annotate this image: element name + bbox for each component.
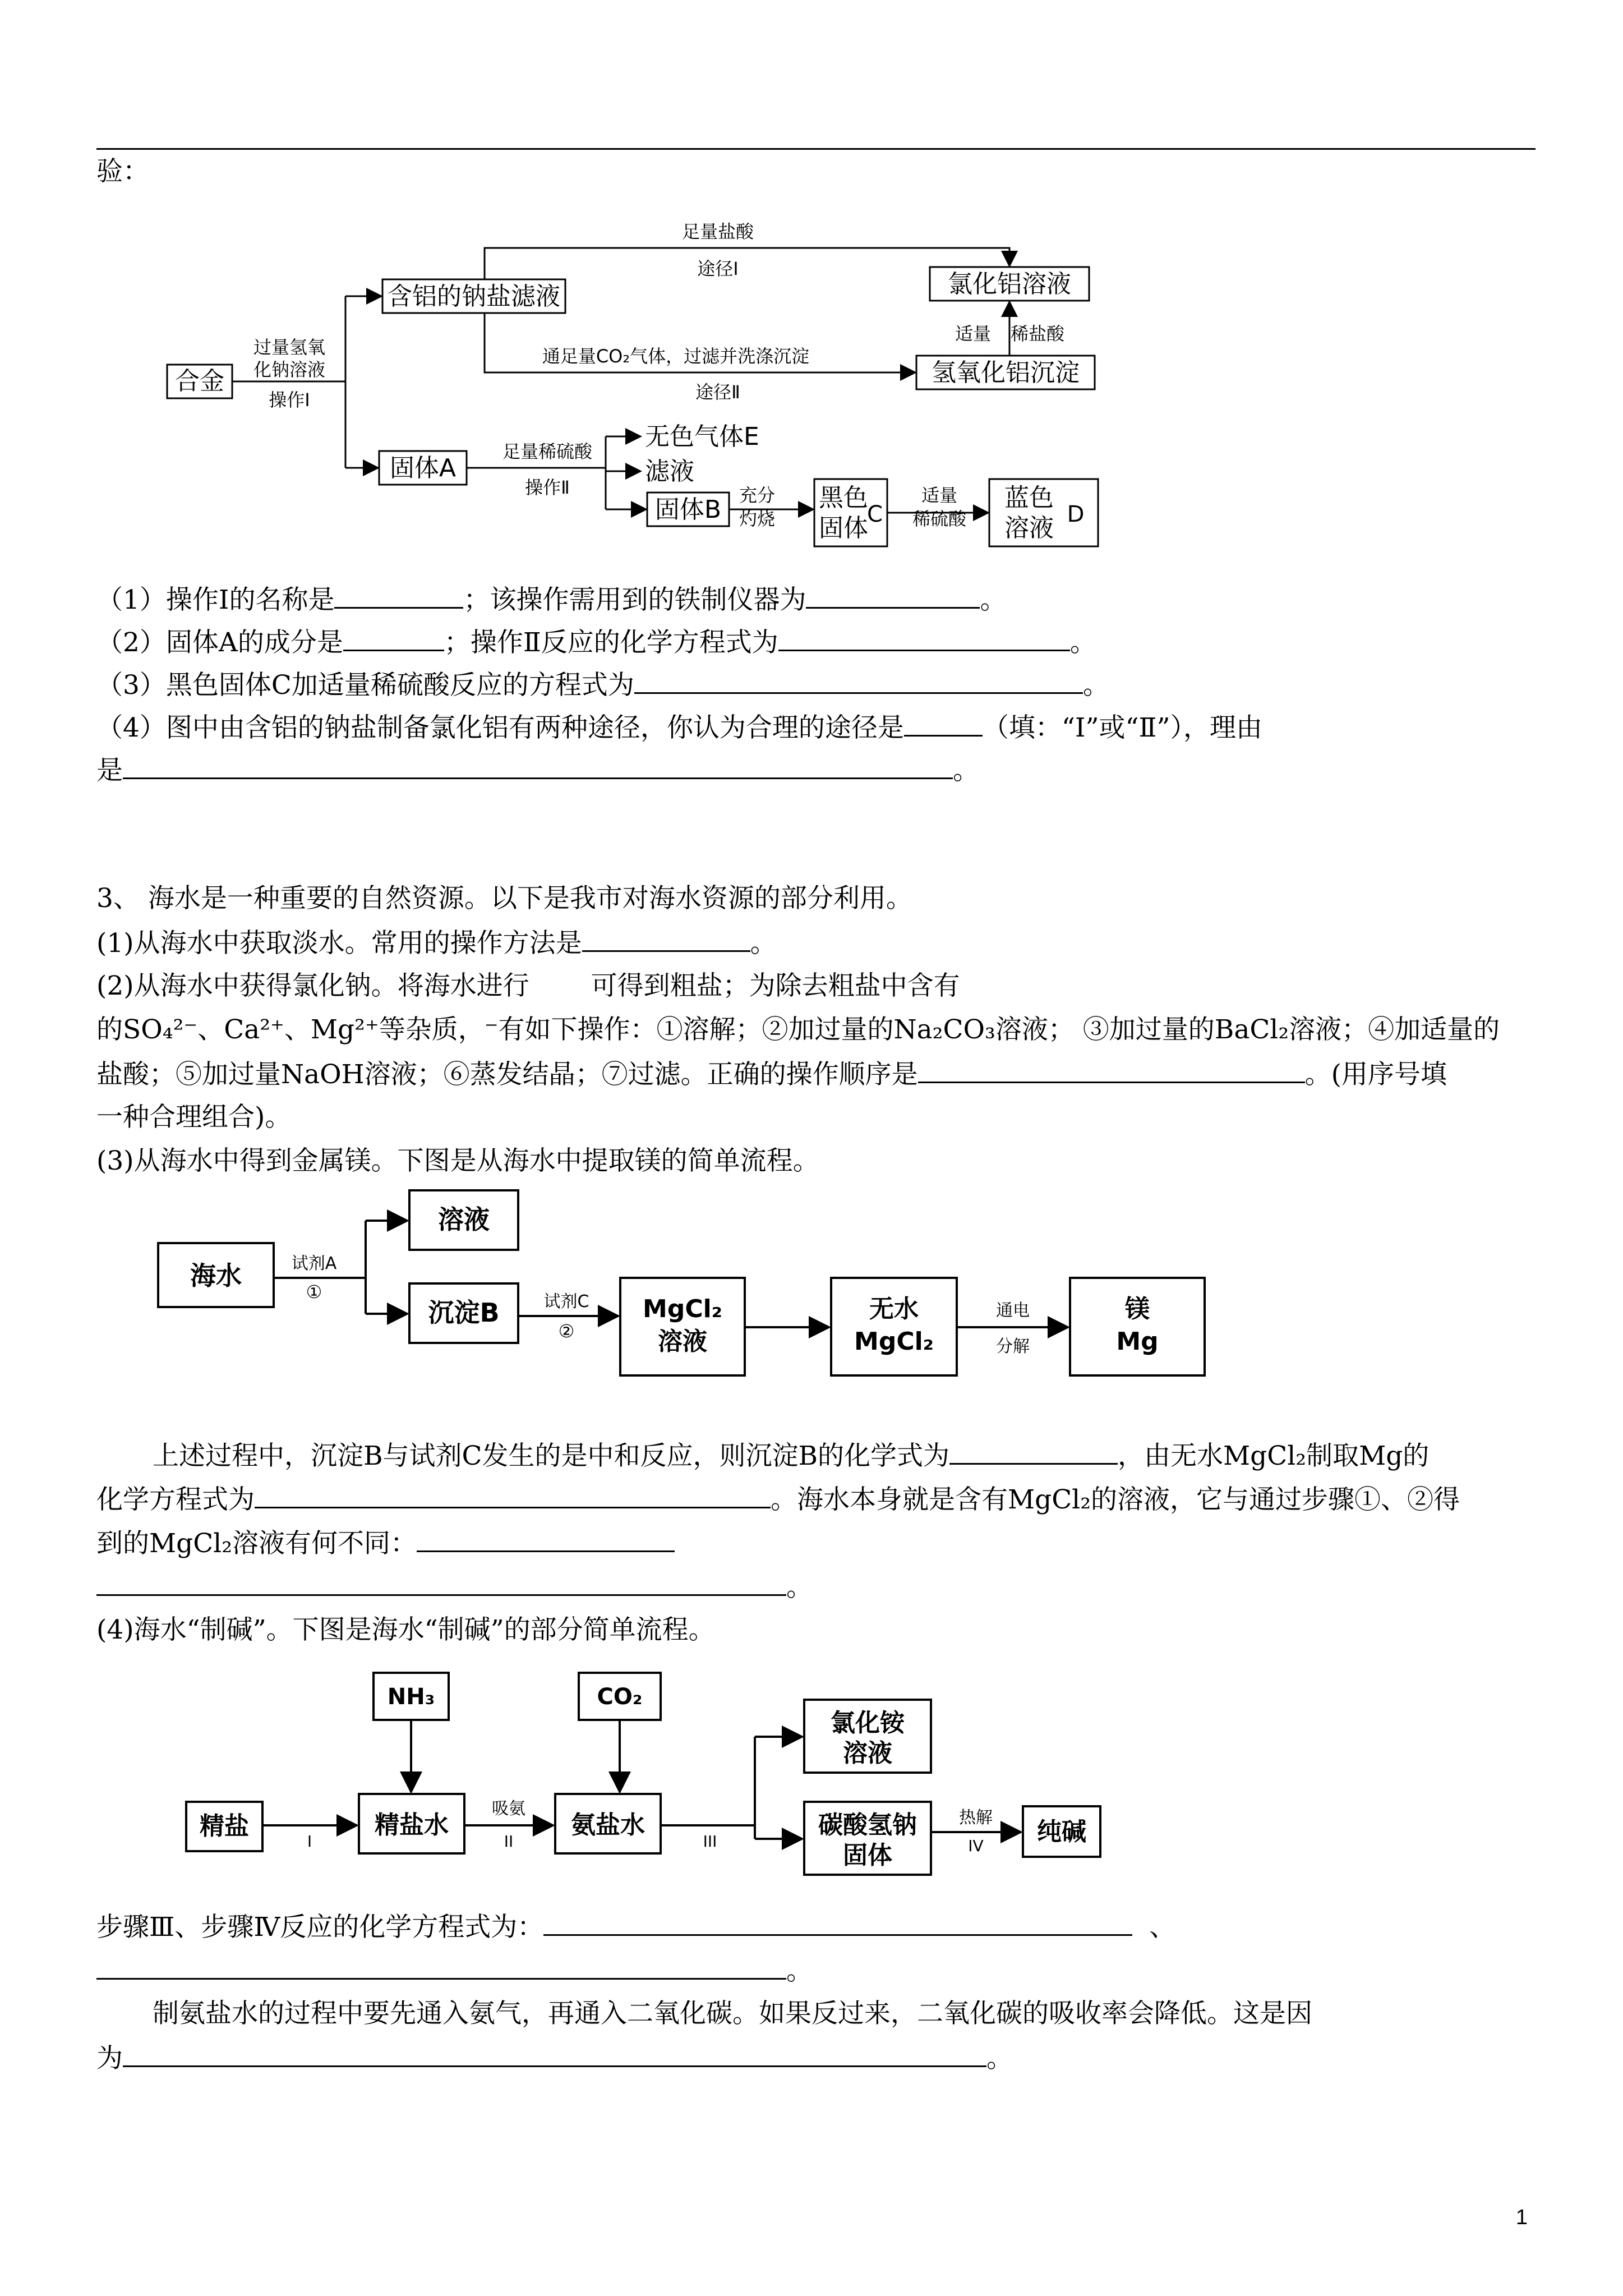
nh4cl-1: 氯化铵	[831, 1709, 905, 1737]
reagentA-label: 试剂A	[291, 1254, 337, 1273]
q3-p4-text4: 为 。	[96, 2041, 1013, 2076]
ammonia-brine-box: 氨盐水	[571, 1811, 645, 1839]
blueD-letter: D	[1067, 501, 1085, 527]
mgcl2-sol-1: MgCl₂	[643, 1295, 722, 1323]
reagentC-label: 试剂C	[543, 1292, 589, 1312]
route2-label: 途径Ⅱ	[695, 381, 740, 403]
q3-p3-text4: 。	[96, 1570, 813, 1604]
nahco3-1: 碳酸氢钠	[818, 1811, 917, 1839]
answer-blank[interactable]	[778, 625, 1070, 651]
mg-1: 镁	[1125, 1295, 1150, 1323]
answer-blank[interactable]	[123, 2041, 986, 2067]
reagent1-line2: 化钠溶液	[253, 359, 326, 380]
step-III-label: III	[703, 1832, 717, 1851]
alloy-flow-diagram	[163, 213, 1127, 561]
step-II-label: II	[504, 1832, 514, 1851]
salt-box: 精盐	[200, 1812, 249, 1841]
burn-1: 充分	[739, 485, 776, 506]
answer-blank[interactable]	[582, 926, 750, 952]
answer-blank[interactable]	[255, 1482, 771, 1508]
q3-p4-intro: (4)海水“制碱”。下图是海水“制碱”的部分简单流程。	[96, 1614, 715, 1645]
alloy-box: 合金	[175, 367, 224, 395]
step2-label: ②	[558, 1320, 575, 1342]
page-number: 1	[1515, 2206, 1528, 2229]
nh3-box: NH₃	[387, 1684, 435, 1710]
solidB-box: 固体B	[654, 495, 722, 524]
soda-flow-diagram	[179, 1666, 1144, 1890]
answer-blank[interactable]	[634, 668, 1083, 694]
answer-blank[interactable]	[96, 1953, 786, 1980]
q3-p1: (1)从海水中获取淡水。常用的操作方法是 。	[96, 926, 777, 960]
answer-blank[interactable]	[417, 1526, 675, 1552]
answer-blank[interactable]	[543, 1910, 1132, 1936]
q2-4-line: （4）图中由含铝的钠盐制备氯化铝有两种途径，你认为合理的途径是 （填：“Ⅰ”或“Ⅱ”），理由	[96, 710, 1536, 745]
solidA-box: 固体A	[389, 454, 457, 482]
filtrate2-label: 滤液	[645, 457, 694, 486]
q3-p2-line4: 一种合理组合)。	[96, 1102, 292, 1133]
heat-decompose-label: 热解	[959, 1808, 993, 1828]
brine-box: 精盐水	[375, 1811, 449, 1839]
co2-box: CO₂	[597, 1684, 643, 1710]
mg-2: Mg	[1116, 1327, 1159, 1356]
blackC-2: 固体	[819, 514, 868, 542]
route2-reagent: 通足量CO₂气体，过滤并洗涤沉淀	[542, 346, 810, 367]
step-IV-label: IV	[968, 1837, 984, 1855]
decompose-label: 分解	[996, 1337, 1030, 1356]
answer-blank[interactable]	[904, 710, 983, 737]
magnesium-flow-diagram	[151, 1184, 1217, 1397]
q3-title: 3、 海水是一种重要的自然资源。以下是我市对海水资源的部分利用。	[96, 883, 912, 914]
reagent2-label: 足量稀硫酸	[502, 441, 593, 462]
q2-2-line: （2）固体A的成分是 ；操作Ⅱ反应的化学方程式为 。	[96, 625, 1096, 660]
q3-p4-text1: 步骤Ⅲ、步骤Ⅳ反应的化学方程式为： 、	[96, 1910, 1175, 1944]
op2-label: 操作Ⅱ	[525, 477, 570, 498]
anhydrous-1: 无水	[869, 1295, 919, 1323]
alcl3-box: 氯化铝溶液	[948, 270, 1071, 298]
soda-box: 纯碱	[1037, 1818, 1086, 1846]
blackC-letter: C	[867, 501, 883, 527]
answer-blank[interactable]	[96, 1570, 786, 1596]
q2-1-line: （1）操作Ⅰ的名称是 ；该操作需用到的铁制仪器为 。	[96, 582, 1006, 617]
answer-blank[interactable]	[343, 625, 444, 651]
aloh3-box: 氢氧化铝沉淀	[932, 358, 1080, 387]
filtrate-box: 含铝的钠盐滤液	[388, 282, 560, 311]
absorb-ammonia-label: 吸氨	[492, 1799, 525, 1819]
mgcl2-sol-2: 溶液	[658, 1327, 707, 1356]
nh4cl-2: 溶液	[843, 1739, 892, 1768]
solution-box: 溶液	[438, 1204, 490, 1235]
step1-label: ①	[306, 1281, 322, 1303]
reagent1-line1: 过量氢氧	[253, 337, 326, 358]
blackC-1: 黑色	[819, 484, 868, 512]
q3-p3-text1: 上述过程中，沉淀B与试剂C发生的是中和反应，则沉淀B的化学式为 ，由无水MgCl₂制取Mg的	[153, 1438, 1429, 1473]
anhydrous-2: MgCl₂	[854, 1327, 934, 1356]
q3-p2-line1: (2)从海水中获得氯化钠。将海水进行 可得到粗盐；为除去粗盐中含有	[96, 970, 960, 1001]
route1-reagent: 足量盐酸	[681, 221, 754, 242]
header-rule	[96, 148, 1536, 150]
route1-label: 途径Ⅰ	[697, 258, 739, 279]
q3-p4-text3: 制氨盐水的过程中要先通入氨气，再通入二氧化碳。如果反过来，二氧化碳的吸收率会降低。这是因	[153, 1998, 1312, 2029]
q3-p2-line3: 盐酸；⑤加过量NaOH溶液；⑥蒸发结晶；⑦过滤。正确的操作顺序是 。(用序号填	[96, 1057, 1447, 1092]
header-continuation: 验：	[96, 156, 149, 187]
precipB-box: 沉淀B	[428, 1297, 500, 1328]
q2-4-line2: 是 。	[96, 753, 979, 788]
seawater-box: 海水	[190, 1260, 242, 1291]
gasE-label: 无色气体E	[645, 422, 759, 451]
answer-blank[interactable]	[123, 753, 953, 779]
acid2-2: 稀硫酸	[912, 508, 967, 530]
nahco3-2: 固体	[843, 1841, 892, 1870]
acid-up-2: 稀盐酸	[1010, 323, 1065, 344]
step-I-label: I	[307, 1832, 312, 1851]
q2-3-line: （3）黑色固体C加适量稀硫酸反应的方程式为 。	[96, 668, 1109, 702]
answer-blank[interactable]	[949, 1438, 1118, 1465]
op1-label: 操作Ⅰ	[269, 389, 310, 411]
burn-2: 灼烧	[739, 508, 776, 530]
answer-blank[interactable]	[918, 1057, 1305, 1083]
acid2-1: 适量	[921, 485, 958, 506]
q3-p2-line2: 的SO₄²⁻、Ca²⁺、Mg²⁺等杂质，⁻有如下操作：①溶解；②加过量的Na₂CO₃溶液； ③加过量的BaCl₂溶液；④加适量的	[96, 1014, 1500, 1045]
answer-blank[interactable]	[334, 582, 463, 609]
q3-p3-text2: 化学方程式为 。海水本身就是含有MgCl₂的溶液，它与通过步骤①、②得	[96, 1482, 1460, 1517]
q3-p4-text2: 。	[96, 1953, 813, 1988]
blueD-1: 蓝色	[1004, 484, 1054, 512]
q3-p3-text3: 到的MgCl₂溶液有何不同：	[96, 1526, 675, 1561]
blueD-2: 溶液	[1004, 514, 1054, 542]
electrolysis-label: 通电	[996, 1301, 1030, 1320]
acid-up-1: 适量	[955, 323, 992, 344]
q3-p3-intro: (3)从海水中得到金属镁。下图是从海水中提取镁的简单流程。	[96, 1145, 819, 1176]
answer-blank[interactable]	[806, 582, 980, 609]
